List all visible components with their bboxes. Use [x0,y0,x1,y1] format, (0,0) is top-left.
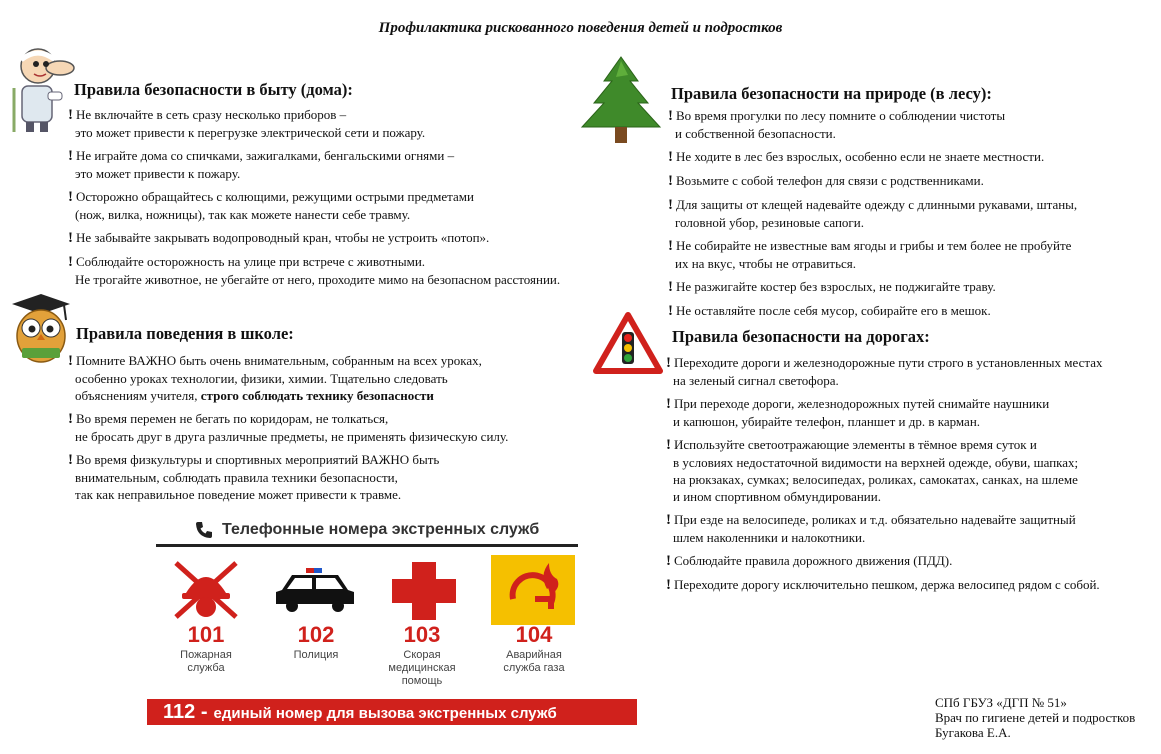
ambulance-number: 103 [403,622,441,647]
gas-flame-icon [491,555,575,625]
fir-tree-icon [576,55,666,147]
nature-safety-heading: Правила безопасности на природе (в лесу): [671,84,992,103]
exclamation-icon: ! [666,577,671,593]
fire-service-label: Пожарная служба [180,649,232,674]
organization-name: СПб ГБУЗ «ДГП № 51» [935,695,1067,710]
emergency-panel [156,516,578,547]
home-safety-heading: Правила безопасности в быту (дома): [74,80,353,99]
nature-rules-list [668,107,1077,320]
phone-icon [194,520,214,540]
home-rules-list [68,106,560,288]
road-rule: ! Переходите дороги и железнодорожные пути строго в установленных местах на зеленый сигнал светофора. [666,355,1103,388]
home-rule: ! Не играйте дома со спичками, зажигалками, бенгальскими огнями – это может привести к пожару. [68,148,455,181]
exclamation-icon: ! [668,197,673,213]
nature-rule: ! Не ходите в лес без взрослых, особенно если не знаете местности. [668,149,1045,165]
exclamation-icon: ! [68,148,73,164]
exclamation-icon: ! [68,353,73,369]
gas-service-number: 104 [515,622,553,647]
exclamation-icon: ! [666,512,671,528]
school-rules-list [68,352,508,503]
nature-rule: ! Не разжигайте костер без взрослых, не поджигайте траву. [668,279,996,295]
gas-service-label: Аварийная служба газа [503,649,565,674]
exclamation-icon: ! [668,108,673,124]
road-safety-heading: Правила безопасности на дорогах: [672,327,930,346]
nature-rule: ! Возьмите с собой телефон для связи с родственниками. [668,173,984,189]
road-rule: ! При переходе дороги, железнодорожных путей снимайте наушники и капюшон, убирайте телефон, планшет и др. в карман. [666,396,1050,429]
nature-rule: ! Не собирайте не известные вам ягоды и грибы и тем более не пробуйте их на вкус, чтобы не отравиться. [668,238,1072,271]
nature-rule: ! Не оставляйте после себя мусор, собирайте его в мешок. [668,303,991,319]
exclamation-icon: ! [68,189,73,205]
road-rules-list [666,354,1102,594]
exclamation-icon: ! [68,452,73,468]
road-rule: ! Используйте светоотражающие элементы в тёмное время суток и в условиях недостаточной видимости на верхней одежде, обуви, шапках; на рюкзаках, сумках; велосипедах, роликах, самокатах, санках, на шлеме и ином спортивном обмундировании. [666,437,1079,504]
nature-rule: ! Для защиты от клещей надевайте одежду с длинными рукавами, штаны, головной убор, резиновые сапоги. [668,197,1078,230]
exclamation-icon: ! [666,396,671,412]
exclamation-icon: ! [668,149,673,165]
police-label: Полиция [293,649,339,661]
road-rule: ! При езде на велосипеде, роликах и т.д. обязательно надевайте защитный шлем наколенники и налокотники. [666,512,1076,545]
road-rule: ! Переходите дорогу исключительно пешком, держа велосипед рядом с собой. [666,577,1100,593]
home-rule: ! Не забывайте закрывать водопроводный кран, чтобы не устроить «потоп». [68,230,490,246]
traffic-warning-sign-icon [593,312,663,374]
police-number: 102 [297,622,335,647]
owl-teacher-icon [8,292,74,364]
school-rules-heading: Правила поведения в школе: [76,324,294,343]
road-rule: ! Соблюдайте правила дорожного движения (ПДД). [666,553,953,569]
firefighter-icon [168,557,244,623]
home-rule: ! Соблюдайте осторожность на улице при встрече с животными. Не трогайте животное, не убегайте от него, проходите мимо на безопасном расстоянии. [68,254,561,287]
fire-service-number: 101 [187,622,225,647]
author-name: Бугакова Е.А. [935,725,1011,740]
unified-emergency-banner [147,699,637,725]
exclamation-icon: ! [666,553,671,569]
exclamation-icon: ! [68,107,73,123]
exclamation-icon: ! [668,279,673,295]
page-title: Профилактика рискованного поведения детей и подростков [378,20,783,36]
school-rule: ! Во время перемен не бегать по коридорам, не толкаться, не бросать друг в друга различные предметы, не применять физическую силу. [68,411,509,444]
school-rule: ! Помните ВАЖНО быть очень внимательным, собранным на всех уроках, особенно уроках технологии, физики, химии. Тщательно следовать объяснениям учителя, строго соблюдать технику безопасности [68,353,482,403]
nature-rule: ! Во время прогулки по лесу помните о соблюдении чистоты и собственной безопасности. [668,108,1006,141]
exclamation-icon: ! [68,230,73,246]
unified-emergency-text: единый номер для вызова экстренных служб [213,705,557,722]
unified-emergency-number: 112 - [163,701,208,723]
police-car-icon [274,566,356,614]
emergency-divider [156,544,578,547]
school-rule: ! Во время физкультуры и спортивных мероприятий ВАЖНО быть внимательным, соблюдать правила техники безопасности, так как неправильное поведение может привести к травме. [68,452,440,502]
exclamation-icon: ! [668,303,673,319]
exclamation-icon: ! [68,411,73,427]
red-cross-icon [390,560,458,622]
emergency-title: Телефонные номера экстренных служб [222,521,540,538]
home-rule: ! Не включайте в сеть сразу несколько приборов – это может привести к перегрузке электрической сети и пожару. [68,107,426,140]
exclamation-icon: ! [68,254,73,270]
exclamation-icon: ! [668,238,673,254]
exclamation-icon: ! [666,437,671,453]
author-signature [935,695,1135,740]
author-role: Врач по гигиене детей и подростков [935,710,1136,725]
home-rule: ! Осторожно обращайтесь с колющими, режущими острыми предметами (нож, вилка, ножницы), так как можете нанести себе травму. [68,189,474,222]
exclamation-icon: ! [666,355,671,371]
exclamation-icon: ! [668,173,673,189]
ambulance-label: Скорая медицинская помощь [388,649,456,687]
